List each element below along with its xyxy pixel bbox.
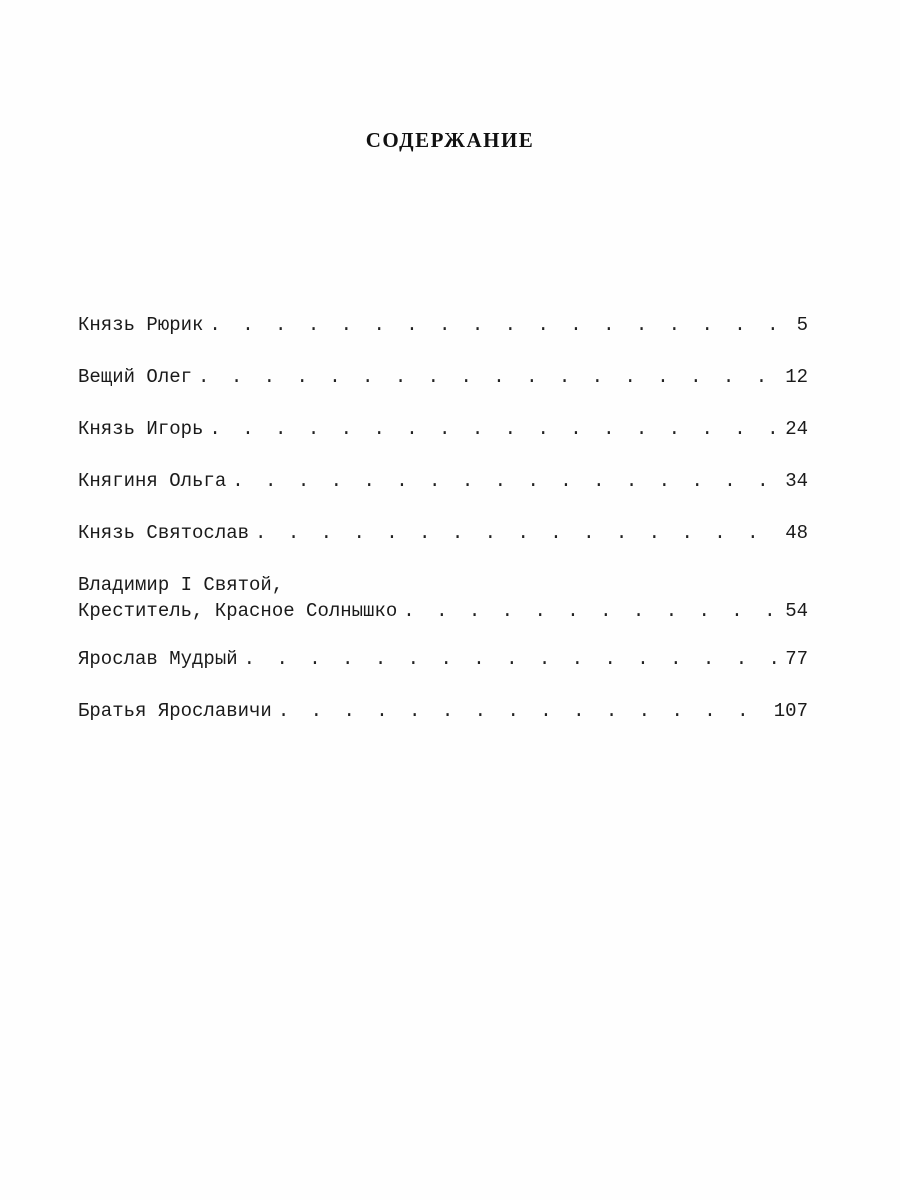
toc-entry-page: 5: [796, 314, 808, 336]
toc-entry: [78, 520, 808, 546]
dot-leader: [403, 598, 781, 624]
toc-entry: [78, 468, 808, 494]
toc-entry: [78, 646, 808, 672]
toc-entry-title: Братья Ярославичи: [78, 700, 272, 722]
toc-entry: [78, 312, 808, 338]
dot-leader: [198, 364, 781, 390]
toc-entry-title: Князь Игорь: [78, 418, 204, 440]
toc-entry-title-line1: Владимир I Святой,: [78, 574, 284, 596]
toc-entry-title: Княгиня Ольга: [78, 470, 227, 492]
toc-entry-page: 54: [785, 600, 808, 622]
toc-entry: [78, 364, 808, 390]
dot-leader: [209, 312, 792, 338]
dot-leader: [244, 646, 782, 672]
dot-leader: [278, 698, 770, 724]
toc-entry-title: Князь Рюрик: [78, 314, 204, 336]
toc-entry-title: Вещий Олег: [78, 366, 193, 388]
toc-entry-title: Креститель, Красное Солнышко: [78, 600, 398, 622]
dot-leader: [255, 520, 781, 546]
toc-entry-title: Ярослав Мудрый: [78, 648, 238, 670]
toc-entry-page: 48: [785, 522, 808, 544]
toc-entry: [78, 416, 808, 442]
toc-entry-title: Князь Святослав: [78, 522, 250, 544]
toc-entry-page: 24: [785, 418, 808, 440]
toc-entry-page: 107: [773, 700, 808, 722]
toc-entry: [78, 572, 808, 624]
toc-entry-page: 77: [785, 648, 808, 670]
dot-leader: [209, 416, 781, 442]
dot-leader: [232, 468, 781, 494]
toc-entry-page: 12: [785, 366, 808, 388]
toc-entry-page: 34: [785, 470, 808, 492]
toc-entry: [78, 698, 808, 724]
page-title: СОДЕРЖАНИЕ: [365, 128, 535, 152]
